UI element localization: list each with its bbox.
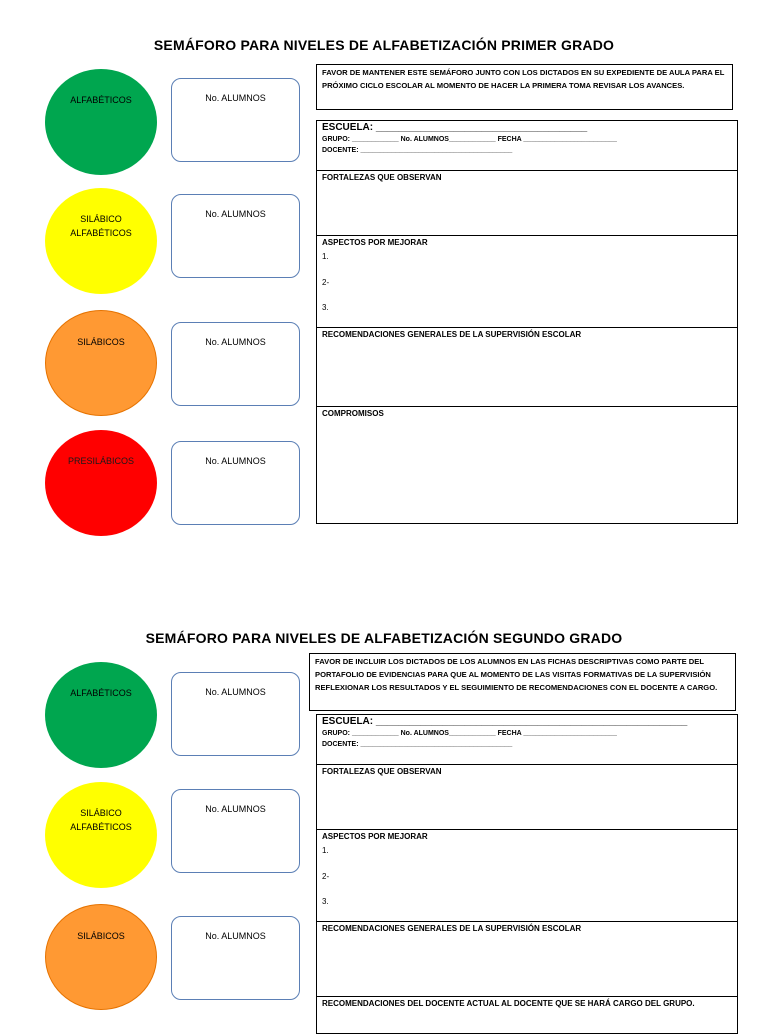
count-label: No. ALUMNOS xyxy=(205,804,266,814)
list-item: 3. xyxy=(322,303,329,312)
level-circle-silabicos xyxy=(45,310,157,416)
level-label: ALFABÉTICOS xyxy=(70,688,132,698)
level-circle-silabicos xyxy=(45,904,157,1010)
recomendaciones-row[interactable] xyxy=(317,922,737,997)
row-heading: ASPECTOS POR MEJORAR xyxy=(322,238,428,247)
grupo-line[interactable]: GRUPO: ____________ No. ALUMNOS____________ FECHA ________________________ xyxy=(322,136,617,143)
row-heading: COMPROMISOS xyxy=(322,409,384,418)
level-label: SILÁBICO ALFABÉTICOS xyxy=(70,808,132,832)
count-label: No. ALUMNOS xyxy=(205,209,266,219)
alumnos-count-box[interactable] xyxy=(171,916,300,1000)
docente-line[interactable]: DOCENTE: _______________________________________ xyxy=(322,147,513,154)
count-label: No. ALUMNOS xyxy=(205,687,266,697)
row-heading: RECOMENDACIONES GENERALES DE LA SUPERVISIÓN ESCOLAR xyxy=(322,924,582,933)
recomendaciones-docente-row[interactable] xyxy=(317,997,737,1035)
fortalezas-row[interactable] xyxy=(317,171,737,236)
alumnos-count-box[interactable] xyxy=(171,789,300,873)
level-circle-alfabeticos xyxy=(45,662,157,768)
level-label: SILÁBICOS xyxy=(77,931,125,941)
section-title: SEMÁFORO PARA NIVELES DE ALFABETIZACIÓN PRIMER GRADO xyxy=(153,37,615,53)
row-heading: RECOMENDACIONES GENERALES DE LA SUPERVISIÓN ESCOLAR xyxy=(322,330,582,339)
grupo-line[interactable]: GRUPO: ____________ No. ALUMNOS____________ FECHA ________________________ xyxy=(322,730,617,737)
evaluation-form xyxy=(316,714,738,1034)
alumnos-count-box[interactable] xyxy=(171,78,300,162)
escuela-field[interactable]: ESCUELA: ________________________________________________________ xyxy=(322,716,688,727)
alumnos-count-box[interactable] xyxy=(171,672,300,756)
section-title: SEMÁFORO PARA NIVELES DE ALFABETIZACIÓN SEGUNDO GRADO xyxy=(145,630,623,646)
school-info-row[interactable] xyxy=(317,121,737,171)
list-item: 3. xyxy=(322,897,329,906)
alumnos-count-box[interactable] xyxy=(171,441,300,525)
count-label: No. ALUMNOS xyxy=(205,337,266,347)
list-item: 1. xyxy=(322,252,329,261)
alumnos-count-box[interactable] xyxy=(171,194,300,278)
instruction-note: FAVOR DE MANTENER ESTE SEMÁFORO JUNTO CON LOS DICTADOS EN SU EXPEDIENTE DE AULA PARA EL PRÓXIMO CICLO ESCOLAR AL MOMENTO DE HACER LA PRIMERA TOMA REVISAR LOS AVANCES. xyxy=(316,64,733,110)
list-item: 2- xyxy=(322,278,330,287)
level-circle-silabico-alfabeticos xyxy=(45,188,157,294)
docente-line[interactable]: DOCENTE: _______________________________________ xyxy=(322,741,513,748)
level-label: SILÁBICOS xyxy=(77,337,125,347)
level-circle-silabico-alfabeticos xyxy=(45,782,157,888)
alumnos-count-box[interactable] xyxy=(171,322,300,406)
list-item: 2- xyxy=(322,872,330,881)
compromisos-row[interactable] xyxy=(317,407,737,523)
instruction-note: FAVOR DE INCLUIR LOS DICTADOS DE LOS ALUMNOS EN LAS FICHAS DESCRIPTIVAS COMO PARTE DEL PORTAFOLIO DE EVIDENCIAS PARA QUE AL MOMENTO DE LAS VISITAS FORMATIVAS DE LA SUPERVISIÓN REFLEXIONAR LOS RESULTADOS Y EL SEGUIMIENTO DE RECOMENDACIONES CON EL DOCENTE A CARGO. xyxy=(309,653,736,711)
row-heading: ASPECTOS POR MEJORAR xyxy=(322,832,428,841)
aspectos-row[interactable] xyxy=(317,236,737,328)
level-label: ALFABÉTICOS xyxy=(70,95,132,105)
aspectos-row[interactable] xyxy=(317,830,737,922)
count-label: No. ALUMNOS xyxy=(205,931,266,941)
row-heading: FORTALEZAS QUE OBSERVAN xyxy=(322,173,442,182)
count-label: No. ALUMNOS xyxy=(205,456,266,466)
level-circle-presilabicos xyxy=(45,430,157,536)
escuela-field[interactable]: ESCUELA: ______________________________________ xyxy=(322,122,588,133)
level-label: SILÁBICO ALFABÉTICOS xyxy=(70,214,132,238)
row-heading: RECOMENDACIONES DEL DOCENTE ACTUAL AL DOCENTE QUE SE HARÁ CARGO DEL GRUPO. xyxy=(322,999,695,1008)
evaluation-form xyxy=(316,120,738,524)
school-info-row[interactable] xyxy=(317,715,737,765)
recomendaciones-row[interactable] xyxy=(317,328,737,407)
row-heading: FORTALEZAS QUE OBSERVAN xyxy=(322,767,442,776)
list-item: 1. xyxy=(322,846,329,855)
level-circle-alfabeticos xyxy=(45,69,157,175)
count-label: No. ALUMNOS xyxy=(205,93,266,103)
level-label: PRESILÁBICOS xyxy=(67,456,135,466)
fortalezas-row[interactable] xyxy=(317,765,737,830)
